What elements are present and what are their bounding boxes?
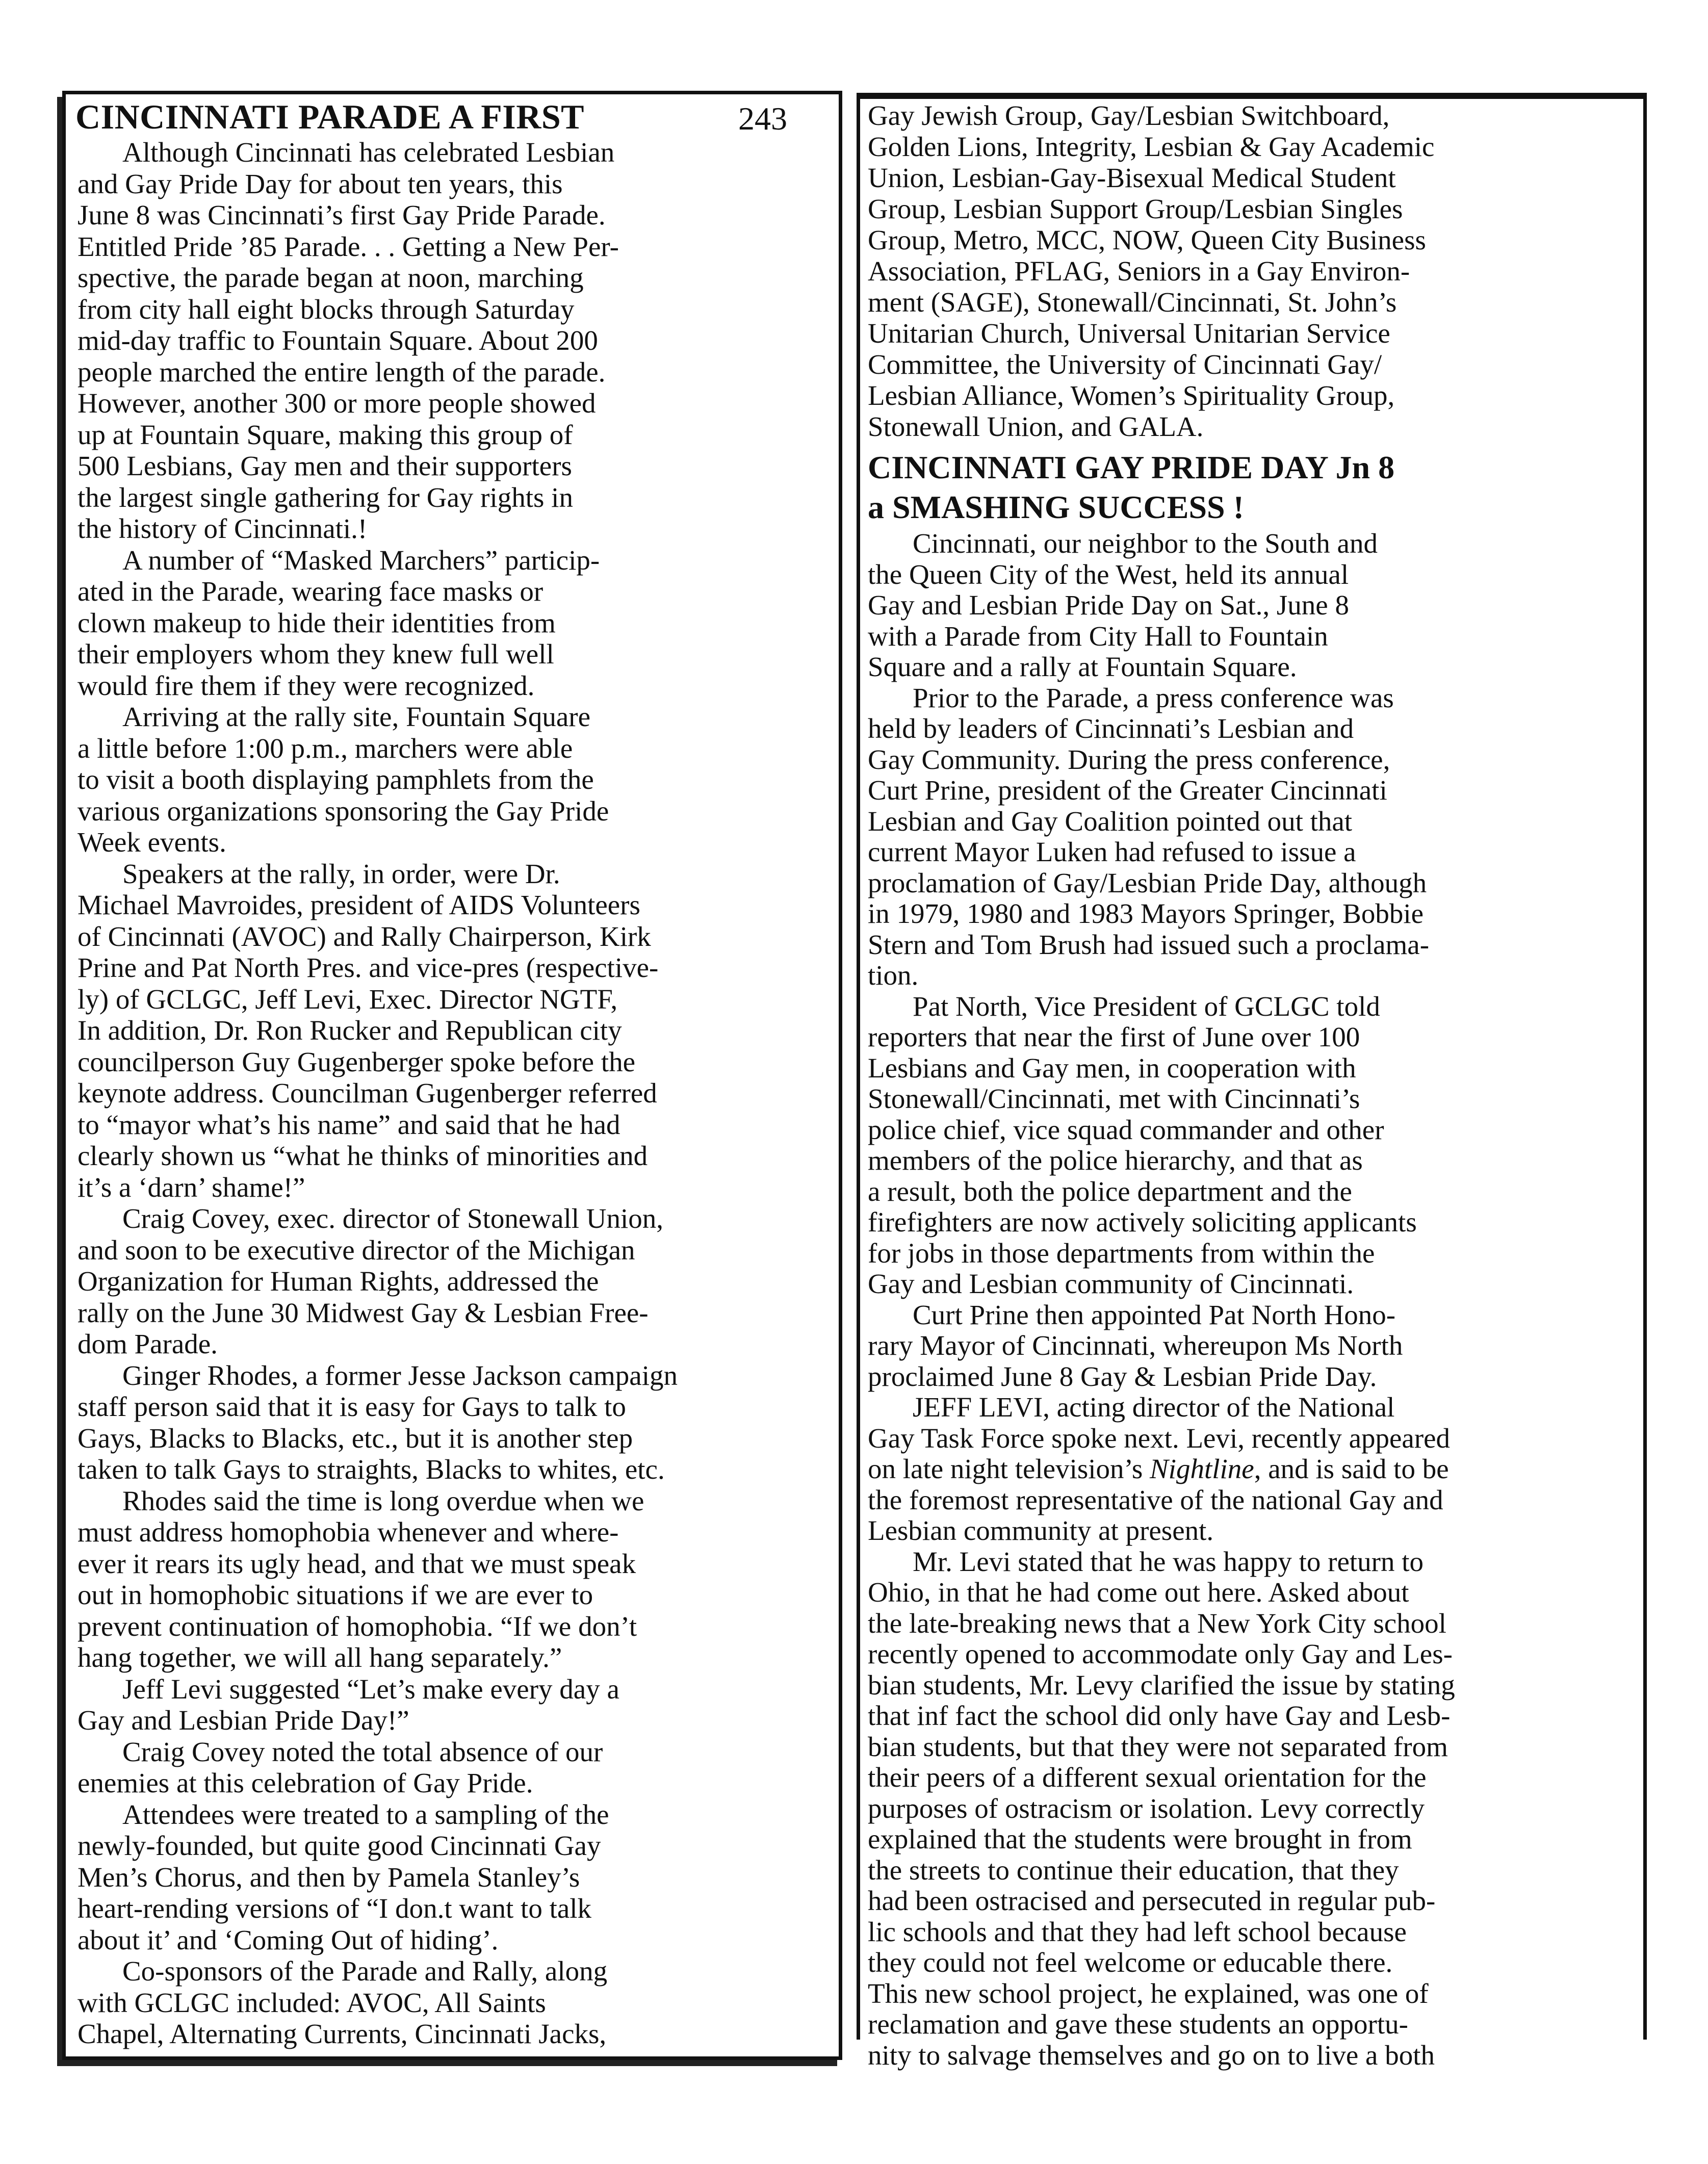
line-text: taken to talk Gays to straights, Blacks to whites, etc. [77,1454,665,1485]
line-text: rally on the June 30 Midwest Gay & Lesbian Free- [77,1297,649,1328]
line-text: it’s a ‘darn’ shame!” [77,1171,305,1203]
line-text: proclaimed June 8 Gay & Lesbian Pride Day. [868,1360,1377,1392]
left-article-body [77,137,678,2050]
line-text: would fire them if they were recognized. [77,669,535,701]
line-text: various organizations sponsoring the Gay Pride [77,795,609,827]
text-line [868,1670,1455,1701]
line-text: In addition, Dr. Ron Rucker and Republican city [77,1015,622,1046]
text-line [868,1022,1455,1053]
line-text: Pat North, Vice President of GCLGC told [913,990,1380,1022]
text-line [868,1732,1455,1763]
line-text: Union, Lesbian-Gay-Bisexual Medical Student [868,162,1396,193]
line-text: nity to salvage themselves and go on to live a both [868,2039,1435,2071]
line-text: lic schools and that they had left school because [868,1916,1407,1947]
article-heading-line-2: a SMASHING SUCCESS ! [868,489,1244,525]
line-text: must address homophobia whenever and where- [77,1516,619,1548]
text-line [77,1297,678,1329]
text-line [868,1485,1455,1516]
text-line [77,1924,678,1956]
line-text: police chief, vice squad commander and other [868,1114,1384,1145]
text-line [868,1392,1455,1423]
line-text: 500 Lesbians, Gay men and their supporters [77,450,572,481]
text-line [77,1548,678,1580]
line-text: with a Parade from City Hall to Fountain [868,620,1328,652]
line-text: Curt Prine then appointed Pat North Hono- [913,1299,1396,1330]
line-text: Unitarian Church, Universal Unitarian Service [868,318,1390,349]
line-text: the largest single gathering for Gay rights in [77,481,573,513]
line-text: Attendees were treated to a sampling of the [122,1798,609,1830]
text-line [868,898,1455,930]
text-line [77,1234,678,1266]
text-line [868,411,1434,442]
line-text: ment (SAGE), Stonewall/Cincinnati, St. John’s [868,287,1397,318]
article-title: CINCINNATI PARADE A FIRST [75,97,585,136]
text-line [77,513,678,545]
text-line [77,1046,678,1078]
line-text: Craig Covey, exec. director of Stonewall Union, [122,1203,664,1234]
line-text: Ginger Rhodes, a former Jesse Jackson campaign [122,1359,678,1391]
text-line [868,1978,1455,2010]
text-line [77,356,678,388]
text-line [868,131,1434,162]
text-line [77,1140,678,1172]
line-text: ated in the Parade, wearing face masks or [77,576,544,607]
line-text: Mr. Levi stated that he was happy to return to [913,1545,1424,1577]
text-line [868,991,1455,1022]
text-line [868,960,1455,991]
line-text: Gay and Lesbian Pride Day!” [77,1705,409,1736]
text-line [868,1176,1455,1207]
line-text: and soon to be executive director of the Michigan [77,1234,635,1266]
right-article-body [868,528,1455,2071]
line-text: Organization for Human Rights, addressed the [77,1266,599,1297]
line-text: in 1979, 1980 and 1983 Mayors Springer, Bobbie [868,898,1424,929]
line-text: Association, PFLAG, Seniors in a Gay Environ- [868,255,1410,287]
text-line [868,2040,1455,2071]
cosponsors-continued [868,100,1434,442]
page-number: 243 [738,100,787,137]
line-text: up at Fountain Square, making this group of [77,419,573,450]
text-line [77,1799,678,1831]
line-text: Golden Lions, Integrity, Lesbian & Gay Academic [868,131,1435,162]
text-line [77,1172,678,1203]
text-line [868,1300,1455,1331]
text-line [77,137,678,168]
line-text: prevent continuation of homophobia. “If we don’t [77,1610,637,1642]
text-line [868,1639,1455,1670]
text-line [77,545,678,576]
line-text: current Mayor Luken had refused to issue a [868,836,1356,867]
text-line [77,701,678,733]
line-text: dom Parade. [77,1328,218,1359]
text-line [77,795,678,827]
text-line [868,162,1434,193]
line-text: the streets to continue their education, that they [868,1854,1399,1886]
text-line [868,1515,1455,1547]
text-line [77,1705,678,1736]
text-line [868,2009,1455,2040]
line-text: Gays, Blacks to Blacks, etc., but it is another step [77,1422,633,1454]
line-text: the history of Cincinnati.! [77,513,368,544]
text-line [868,1361,1455,1393]
line-text: Group, Lesbian Support Group/Lesbian Singles [868,193,1403,224]
line-text: newly-founded, but quite good Cincinnati Gay [77,1830,601,1861]
text-line [868,930,1455,961]
text-line [868,1762,1455,1793]
line-text: Week events. [77,827,226,858]
text-line [868,1330,1455,1361]
line-text: heart-rending versions of “I don.t want to talk [77,1893,592,1924]
text-line [77,889,678,921]
line-text: to “mayor what’s his name” and said that he had [77,1109,620,1140]
line-text: about it’ and ‘Coming Out of hiding’. [77,1924,499,1955]
text-line [77,1642,678,1673]
text-line [77,1516,678,1548]
line-text: bian students, but that they were not separated from [868,1731,1448,1762]
line-text: bian students, Mr. Levy clarified the issue by stating [868,1669,1455,1701]
text-line [77,1328,678,1360]
line-text: hang together, we will all hang separately.” [77,1642,562,1673]
text-line [77,827,678,858]
text-line [77,764,678,795]
text-line [77,984,678,1015]
italic-title: Nightline [1149,1453,1254,1484]
text-line [77,921,678,952]
text-line [77,1736,678,1768]
text-line [868,1608,1455,1639]
line-text: firefighters are now actively soliciting applicants [868,1206,1417,1238]
text-line [868,1454,1455,1485]
text-line [868,775,1455,806]
text-line [77,325,678,356]
text-line [77,576,678,607]
text-line [868,1238,1455,1269]
line-text: Lesbian and Gay Coalition pointed out that [868,805,1353,837]
text-line [77,1579,678,1611]
line-text: Craig Covey noted the total absence of our [122,1736,603,1767]
text-line [868,1824,1455,1855]
line-text: their peers of a different sexual orientation for the [868,1762,1427,1793]
line-text: spective, the parade began at noon, marching [77,262,584,293]
text-line [868,287,1434,318]
line-text: Stonewall/Cincinnati, met with Cincinnati’s [868,1083,1360,1114]
text-line [868,1701,1455,1732]
line-text: tion. [868,960,919,991]
text-line [77,952,678,984]
line-text: Stonewall Union, and GALA. [868,411,1204,442]
line-text: Prior to the Parade, a press conference was [913,682,1394,713]
line-text: reclamation and gave these students an opportu- [868,2008,1408,2040]
line-text: clown makeup to hide their identities from [77,607,556,638]
line-text: Prine and Pat North Pres. and vice-pres (respective- [77,952,659,983]
text-line [77,1673,678,1705]
line-text: the foremost representative of the national Gay and [868,1484,1443,1515]
line-text: Gay Task Force spoke next. Levi, recently appeared [868,1422,1451,1454]
line-text: Stern and Tom Brush had issued such a proclama- [868,929,1430,960]
text-line [77,1015,678,1046]
line-text: June 8 was Cincinnati’s first Gay Pride Parade. [77,199,606,230]
text-line [77,858,678,890]
text-line [77,2018,678,2050]
line-text: a little before 1:00 p.m., marchers were able [77,732,573,764]
line-text: the Queen City of the West, held its annual [868,558,1349,590]
text-line [77,1893,678,1924]
text-line [77,450,678,482]
line-text: Jeff Levi suggested “Let’s make every day a [122,1673,619,1705]
line-text: mid-day traffic to Fountain Square. About 200 [77,325,598,356]
line-text: members of the police hierarchy, and that as [868,1145,1363,1176]
line-text: recently opened to accommodate only Gay and Les- [868,1638,1453,1669]
line-text: had been ostracised and persecuted in regular pub- [868,1885,1436,1916]
text-line [868,652,1455,683]
text-line [77,231,678,263]
text-line [868,528,1455,559]
text-line [868,1145,1455,1176]
text-line [77,1454,678,1485]
text-line [77,388,678,419]
text-line [77,262,678,294]
line-text: JEFF LEVI, acting director of the National [913,1392,1395,1423]
text-line [77,1360,678,1392]
text-line [868,1084,1455,1115]
text-line [868,1423,1455,1454]
line-text: Gay and Lesbian community of Cincinnati. [868,1268,1354,1299]
line-text: Committee, the University of Cincinnati Gay/ [868,349,1382,380]
text-line [868,1577,1455,1608]
text-line [77,1767,678,1799]
line-text: Lesbian Alliance, Women’s Spirituality Group, [868,380,1395,411]
text-line [868,318,1434,349]
line-text: explained that the students were brought in from [868,1823,1412,1854]
line-text: people marched the entire length of the parade. [77,356,606,388]
text-line [77,1485,678,1517]
text-line [868,1053,1455,1084]
text-line [868,1855,1455,1886]
line-text: to visit a booth displaying pamphlets from the [77,764,594,795]
line-text: Chapel, Alternating Currents, Cincinnati Jacks, [77,2018,607,2049]
line-text: Lesbian community at present. [868,1515,1214,1546]
text-line [868,193,1434,224]
text-line [77,1391,678,1423]
line-text: the late-breaking news that a New York City school [868,1607,1446,1639]
line-text: Curt Prine, president of the Greater Cincinnati [868,775,1387,806]
text-line [77,1955,678,1987]
text-line [77,1862,678,1893]
line-text: rary Mayor of Cincinnati, whereupon Ms North [868,1330,1403,1361]
line-text: with GCLGC included: AVOC, All Saints [77,1987,546,2018]
line-text: Entitled Pride ’85 Parade. . . Getting a New Per- [77,230,619,262]
line-text: Although Cincinnati has celebrated Lesbian [122,137,615,168]
text-line [77,419,678,451]
line-text: Rhodes said the time is long overdue when we [122,1485,644,1516]
text-line [77,199,678,231]
line-text: Men’s Chorus, and then by Pamela Stanley’s [77,1861,580,1893]
line-text: Co-sponsors of the Parade and Rally, along [122,1955,608,1987]
line-text: purposes of ostracism or isolation. Levy correctly [868,1792,1425,1824]
line-text: Ohio, in that he had come out here. Asked about [868,1577,1409,1608]
text-line [77,1611,678,1642]
text-line [868,837,1455,868]
line-text: Arriving at the rally site, Fountain Square [122,701,591,732]
article-heading-line-1: CINCINNATI GAY PRIDE DAY Jn 8 [868,449,1395,485]
line-text: for jobs in those departments from within the [868,1237,1375,1269]
text-line [77,482,678,513]
text-line [77,1109,678,1141]
text-line [868,1547,1455,1578]
line-text: they could not feel welcome or educable there. [868,1947,1393,1978]
line-text: Gay and Lesbian Pride Day on Sat., June 8 [868,589,1349,621]
text-line [868,559,1455,590]
line-text: a result, both the police department and the [868,1175,1352,1207]
text-line [77,1423,678,1454]
text-line [77,733,678,764]
line-text: This new school project, he explained, was one of [868,1977,1429,2009]
text-line [868,744,1455,776]
line-text: Michael Mavroides, president of AIDS Volunteers [77,889,640,920]
text-line [868,1269,1455,1300]
line-text: held by leaders of Cincinnati’s Lesbian and [868,713,1354,744]
line-text: Gay Jewish Group, Gay/Lesbian Switchboard, [868,100,1390,131]
line-text: Group, Metro, MCC, NOW, Queen City Business [868,224,1426,255]
line-text: ever it rears its ugly head, and that we must speak [77,1548,636,1579]
line-text: keynote address. Councilman Gugenberger referred [77,1077,657,1109]
text-line [868,1947,1455,1978]
text-line [868,1207,1455,1238]
text-line [77,638,678,670]
text-line [868,806,1455,837]
line-text: Gay Community. During the press conference, [868,743,1390,775]
text-line [77,1830,678,1862]
line-text: ly) of GCLGC, Jeff Levi, Exec. Director NGTF, [77,983,618,1015]
line-text: Cincinnati, our neighbor to the South and [913,528,1378,559]
text-line [868,1115,1455,1146]
text-line [868,621,1455,652]
line-text: However, another 300 or more people showed [77,388,596,419]
line-text: proclamation of Gay/Lesbian Pride Day, although [868,867,1427,898]
line-text: councilperson Guy Gugenberger spoke before the [77,1046,636,1077]
line-text: reporters that near the first of June over 100 [868,1021,1360,1052]
text-line [868,868,1455,899]
text-line [868,224,1434,255]
text-line [868,713,1455,744]
text-line [868,683,1455,714]
line-text: that inf fact the school did only have Gay and Lesb- [868,1700,1451,1731]
line-text: Speakers at the rally, in order, were Dr. [122,858,560,889]
text-line [77,670,678,702]
text-line [77,607,678,639]
line-text: A number of “Masked Marchers” particip- [122,544,600,576]
line-text: Square and a rally at Fountain Square. [868,651,1297,682]
text-line [77,168,678,200]
text-line [868,100,1434,131]
text-line [77,294,678,325]
line-text: from city hall eight blocks through Saturday [77,293,575,325]
text-line [77,1077,678,1109]
text-line [868,1917,1455,1948]
line-text: out in homophobic situations if we are ever to [77,1579,593,1610]
text-line [868,590,1455,621]
line-text: on late night television’s [868,1453,1150,1484]
line-text: of Cincinnati (AVOC) and Rally Chairperson, Kirk [77,920,651,952]
line-text: enemies at this celebration of Gay Pride. [77,1767,533,1798]
line-text: clearly shown us “what he thinks of minorities and [77,1140,648,1171]
line-text: their employers whom they knew full well [77,638,554,669]
text-line [77,1266,678,1297]
line-text: staff person said that it is easy for Gays to talk to [77,1391,626,1422]
text-line [868,255,1434,287]
text-line [77,1203,678,1234]
line-text: , and is said to be [1254,1453,1449,1484]
text-line [868,1886,1455,1917]
line-text: and Gay Pride Day for about ten years, this [77,168,563,199]
line-text: Lesbians and Gay men, in cooperation with [868,1052,1356,1084]
text-line [868,349,1434,380]
text-line [868,380,1434,411]
text-line [77,1987,678,2019]
text-line [868,1793,1455,1824]
